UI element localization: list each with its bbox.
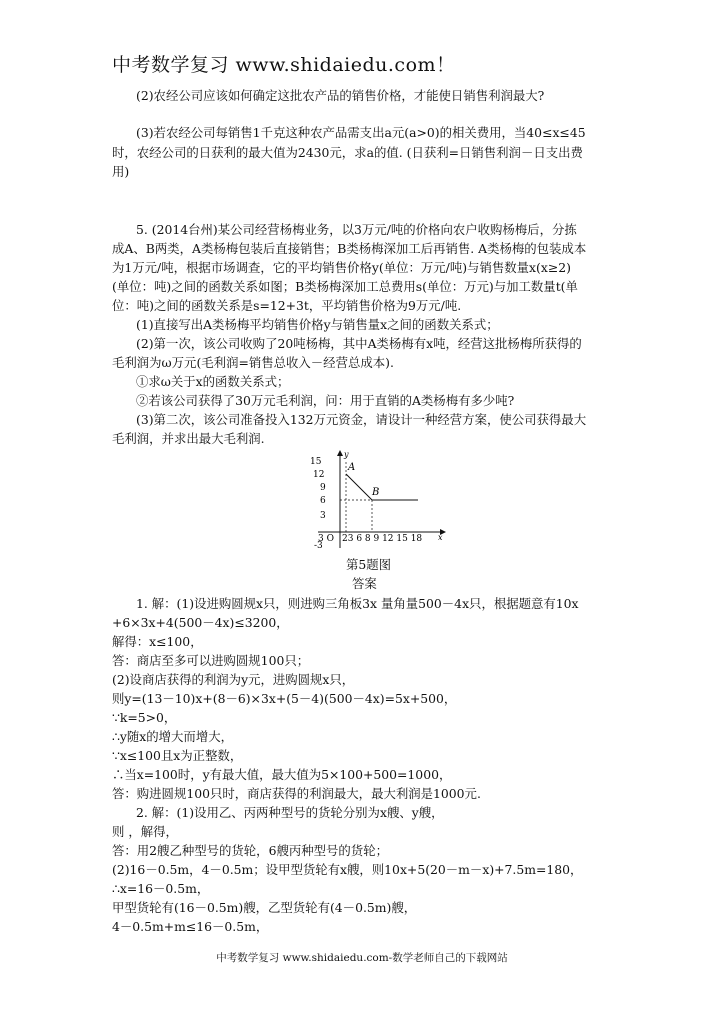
text-line: 用) — [112, 164, 130, 179]
text-line: (3)若农经公司每销售1千克这种农产品需支出a元(a>0)的相关费用，当40≤x≤45 — [136, 125, 586, 140]
x-axis-label: x — [438, 533, 443, 542]
text-line: 毛利润，并求出最大毛利润. — [112, 431, 265, 446]
text-line: 4－0.5m+m≤16－0.5m， — [112, 919, 269, 934]
y-tick: 3 — [320, 511, 326, 521]
point-b-label: B — [372, 487, 380, 498]
text-line: 则 ，解得， — [112, 824, 178, 839]
text-line: (1)直接写出A类杨梅平均销售价格y与销售量x之间的函数关系式； — [136, 317, 499, 332]
text-line: ②若该公司获得了30万元毛利润，问：用于直销的A类杨梅有多少吨? — [136, 393, 515, 408]
text-line: 答：购进圆规100只时，商店获得的利润最大，最大利润是1000元. — [112, 786, 481, 801]
text-line: 毛利润为ω万元(毛利润=销售总收入－经营总成本). — [112, 355, 394, 370]
text-line: ∴x=16－0.5m， — [112, 881, 210, 896]
page-footer: 中考数学复习 www.shidaiedu.com-数学老师自己的下载网站 — [216, 952, 508, 964]
text-line: (2)农经公司应该如何确定这批农产品的销售价格，才能使日销售利润最大? — [136, 88, 545, 103]
text-line: ∵x≤100且x为正整数， — [112, 748, 243, 763]
text-line: 解得：x≤100， — [112, 634, 203, 649]
text-line: (2)16－0.5m，4－0.5m；设甲型货轮有x艘，则10x+5(20－m－x)+7.5m=180， — [112, 862, 583, 877]
text-line: 甲型货轮有(16－0.5m)艘，乙型货轮有(4－0.5m)艘， — [112, 900, 417, 915]
text-line: 则y=(13－10)x+(8－6)×3x+(5－4)(500－4x)=5x+500， — [112, 691, 457, 706]
text-line: 成A、B两类，A类杨梅包装后直接销售；B类杨梅深加工后再销售. A类杨梅的包装成本 — [112, 241, 587, 256]
text-line: 2. 解：(1)设用乙、丙两种型号的货轮分别为x艘、y艘， — [136, 805, 444, 820]
text-line: ∴y随x的增大而增大， — [112, 729, 233, 744]
x-ticks: 23 6 8 9 12 15 18 — [342, 534, 423, 544]
text-line: 为1万元/吨，根据市场调查，它的平均销售价格y(单位：万元/吨)与销售数量x(x≥2) — [112, 260, 571, 275]
y-tick: 6 — [320, 496, 326, 506]
text-line: 时，农经公司的日获利的最大值为2430元，求a的值. (日获利=日销售利润－日支出费 — [112, 145, 583, 160]
function-graph — [310, 450, 450, 550]
function-line — [346, 474, 418, 500]
text-line: 位：吨)之间的函数关系是s=12+3t，平均销售价格为9万元/吨. — [112, 298, 462, 313]
text-line: 5. (2014台州)某公司经营杨梅业务，以3万元/吨的价格向农户收购杨梅后，分拣 — [136, 222, 577, 237]
text-line: (2)第一次，该公司收购了20吨杨梅，其中A类杨梅有x吨，经营这批杨梅所获得的 — [136, 336, 582, 351]
point-a-label: A — [348, 462, 356, 473]
y-tick: 12 — [313, 470, 325, 480]
text-line: (3)第二次，该公司准备投入132万元资金，请设计一种经营方案，使公司获得最大 — [136, 412, 587, 427]
y-tick: 15 — [310, 457, 322, 467]
figure-caption: 第5题图 — [346, 557, 392, 572]
origin-label: 3 O — [318, 534, 334, 544]
text-line: (2)设商店获得的利润为y元，进购圆规x只， — [112, 672, 355, 687]
text-line: 答：用2艘乙种型号的货轮，6艘丙种型号的货轮； — [112, 843, 388, 858]
answers-title: 答案 — [352, 576, 377, 591]
text-line: +6×3x+4(500－4x)≤3200， — [112, 615, 289, 630]
text-line: ∵k=5>0， — [112, 710, 177, 725]
text-line: 1. 解：(1)设进购圆规x只，则进购三角板3x 量角量500－4x只，根据题意有10x — [136, 596, 579, 611]
text-line: ①求ω关于x的函数关系式； — [136, 374, 290, 389]
text-line: ∴当x=100时，y有最大值，最大值为5×100+500=1000， — [112, 767, 452, 782]
y-axis-label: y — [344, 450, 349, 459]
text-line: 答：商店至多可以进购圆规100只； — [112, 653, 310, 668]
page-header: 中考数学复习 www.shidaiedu.com！ — [112, 54, 456, 76]
text-line: (单位：吨)之间的函数关系如图；B类杨梅深加工总费用s(单位：万元)与加工数量t(单 — [112, 279, 578, 294]
y-tick: -3 — [314, 541, 323, 550]
y-axis-arrow-icon — [337, 450, 343, 456]
y-tick: 9 — [320, 483, 326, 493]
